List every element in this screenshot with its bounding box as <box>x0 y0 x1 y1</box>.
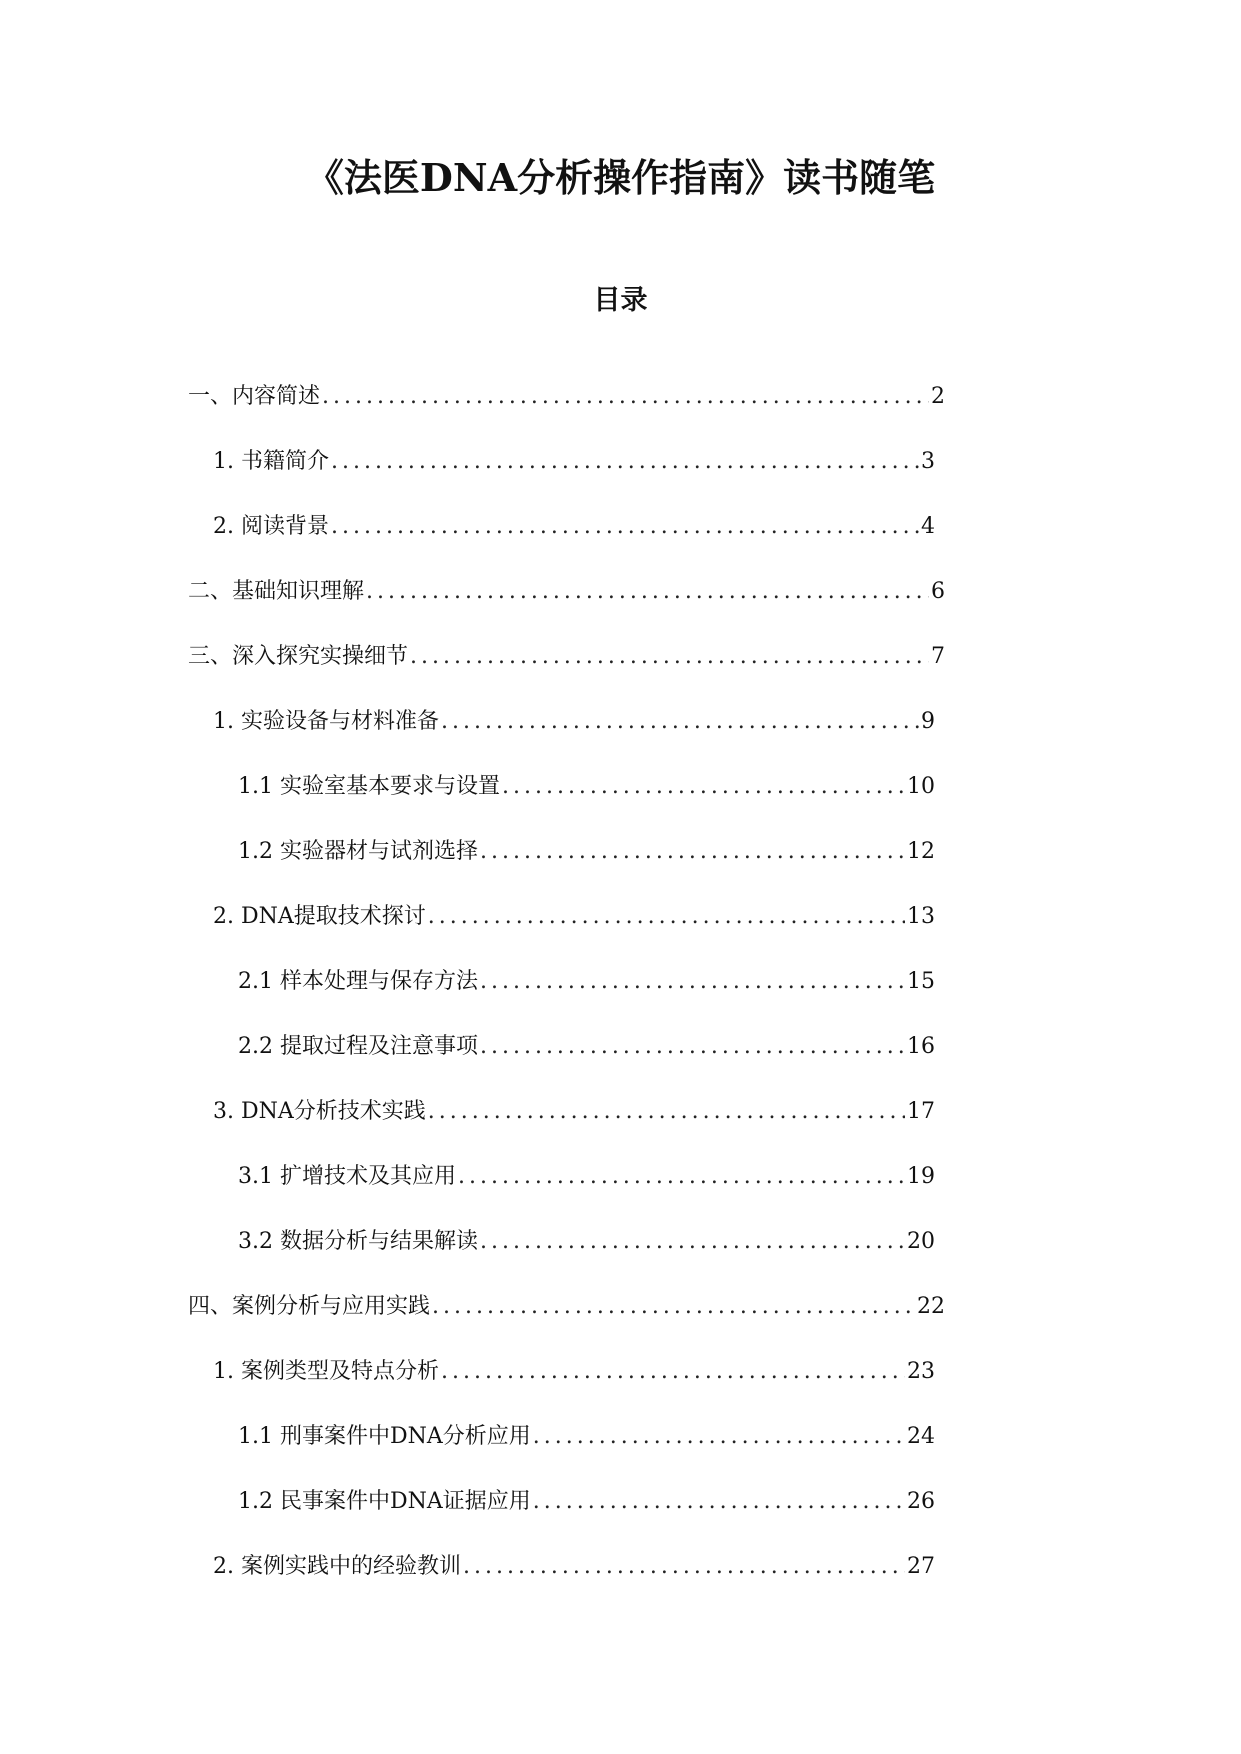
toc-leader-dots <box>533 1487 905 1517</box>
toc-entry-page: 7 <box>931 644 945 669</box>
toc-entry-label: 2.2 提取过程及注意事项 <box>238 1034 478 1059</box>
toc-entry-label: 1.1 刑事案件中DNA分析应用 <box>238 1424 531 1449</box>
toc-entry[interactable] <box>238 1032 935 1062</box>
toc-entry-label: 2. 案例实践中的经验教训 <box>213 1554 461 1579</box>
toc-entry[interactable] <box>213 1357 935 1387</box>
toc-entry-page: 22 <box>917 1294 945 1319</box>
toc-entry-page: 19 <box>907 1164 935 1189</box>
toc-entry-page: 17 <box>907 1099 935 1124</box>
toc-entry-label: 四、案例分析与应用实践 <box>188 1294 431 1319</box>
toc-leader-dots <box>480 837 905 867</box>
toc-entry-page: 23 <box>907 1359 935 1384</box>
toc-leader-dots <box>331 512 919 542</box>
toc-entry-page: 27 <box>907 1554 935 1579</box>
toc-leader-dots <box>428 902 905 932</box>
toc-leader-dots <box>463 1552 905 1582</box>
toc-entry-label: 1. 书籍简介 <box>213 449 329 474</box>
toc-leader-dots <box>480 1032 905 1062</box>
toc-leader-dots <box>441 707 919 737</box>
toc-entry-label: 2.1 样本处理与保存方法 <box>238 969 478 994</box>
toc-entry-label: 2. 阅读背景 <box>213 514 329 539</box>
toc-leader-dots <box>502 772 905 802</box>
toc-entry-page: 13 <box>907 904 935 929</box>
toc-entry[interactable] <box>238 837 935 867</box>
toc-leader-dots <box>441 1357 905 1387</box>
toc-entry[interactable] <box>188 382 945 412</box>
toc-entry-label: 三、深入探究实操细节 <box>188 644 409 669</box>
toc-leader-dots <box>432 1292 915 1322</box>
toc-leader-dots <box>480 1227 905 1257</box>
toc-entry-page: 15 <box>907 969 935 994</box>
toc-entry[interactable] <box>238 1227 935 1257</box>
toc-entry[interactable] <box>188 642 945 672</box>
toc-entry[interactable] <box>188 1292 945 1322</box>
toc-leader-dots <box>322 382 929 412</box>
toc-entry[interactable] <box>213 512 935 542</box>
toc-entry-label: 3.2 数据分析与结果解读 <box>238 1229 478 1254</box>
toc-entry[interactable] <box>238 772 935 802</box>
toc-leader-dots <box>533 1422 905 1452</box>
toc-entry[interactable] <box>213 1552 935 1582</box>
toc-entry-label: 2. DNA提取技术探讨 <box>213 904 426 929</box>
toc-leader-dots <box>480 967 905 997</box>
toc-entry[interactable] <box>238 1422 935 1452</box>
toc-entry-page: 3 <box>921 449 935 474</box>
toc-leader-dots <box>410 642 929 672</box>
toc-entry-page: 10 <box>907 774 935 799</box>
toc-entry-label: 1.2 实验器材与试剂选择 <box>238 839 478 864</box>
toc-leader-dots <box>458 1162 905 1192</box>
toc-entry-page: 16 <box>907 1034 935 1059</box>
toc-entry-page: 2 <box>931 384 945 409</box>
toc-entry[interactable] <box>213 447 935 477</box>
toc-entry-page: 6 <box>931 579 945 604</box>
toc-entry[interactable] <box>213 902 935 932</box>
toc-entry[interactable] <box>188 577 945 607</box>
toc-entry-label: 二、基础知识理解 <box>188 579 365 604</box>
toc-entry[interactable] <box>238 967 935 997</box>
toc-leader-dots <box>366 577 929 607</box>
toc-entry-page: 12 <box>907 839 935 864</box>
toc-entry-label: 1.1 实验室基本要求与设置 <box>238 774 500 799</box>
toc-entry-page: 24 <box>907 1424 935 1449</box>
toc-entry-page: 4 <box>921 514 935 539</box>
toc-entry-label: 1. 实验设备与材料准备 <box>213 709 439 734</box>
toc-entry[interactable] <box>213 707 935 737</box>
toc-entry-page: 26 <box>907 1489 935 1514</box>
toc-entry-label: 3.1 扩增技术及其应用 <box>238 1164 456 1189</box>
toc-entry-page: 9 <box>921 709 935 734</box>
toc-entry[interactable] <box>213 1097 935 1127</box>
toc-leader-dots <box>428 1097 905 1127</box>
document-title: 《法医DNA分析操作指南》读书随笔 <box>305 155 936 200</box>
toc-entry-label: 1. 案例类型及特点分析 <box>213 1359 439 1384</box>
toc-leader-dots <box>331 447 919 477</box>
toc-heading: 目录 <box>593 285 648 316</box>
toc-entry[interactable] <box>238 1162 935 1192</box>
toc-entry[interactable] <box>238 1487 935 1517</box>
toc-entry-label: 1.2 民事案件中DNA证据应用 <box>238 1489 531 1514</box>
toc-entry-label: 3. DNA分析技术实践 <box>213 1099 426 1124</box>
toc-entry-label: 一、内容简述 <box>188 384 321 409</box>
toc-entry-page: 20 <box>907 1229 935 1254</box>
